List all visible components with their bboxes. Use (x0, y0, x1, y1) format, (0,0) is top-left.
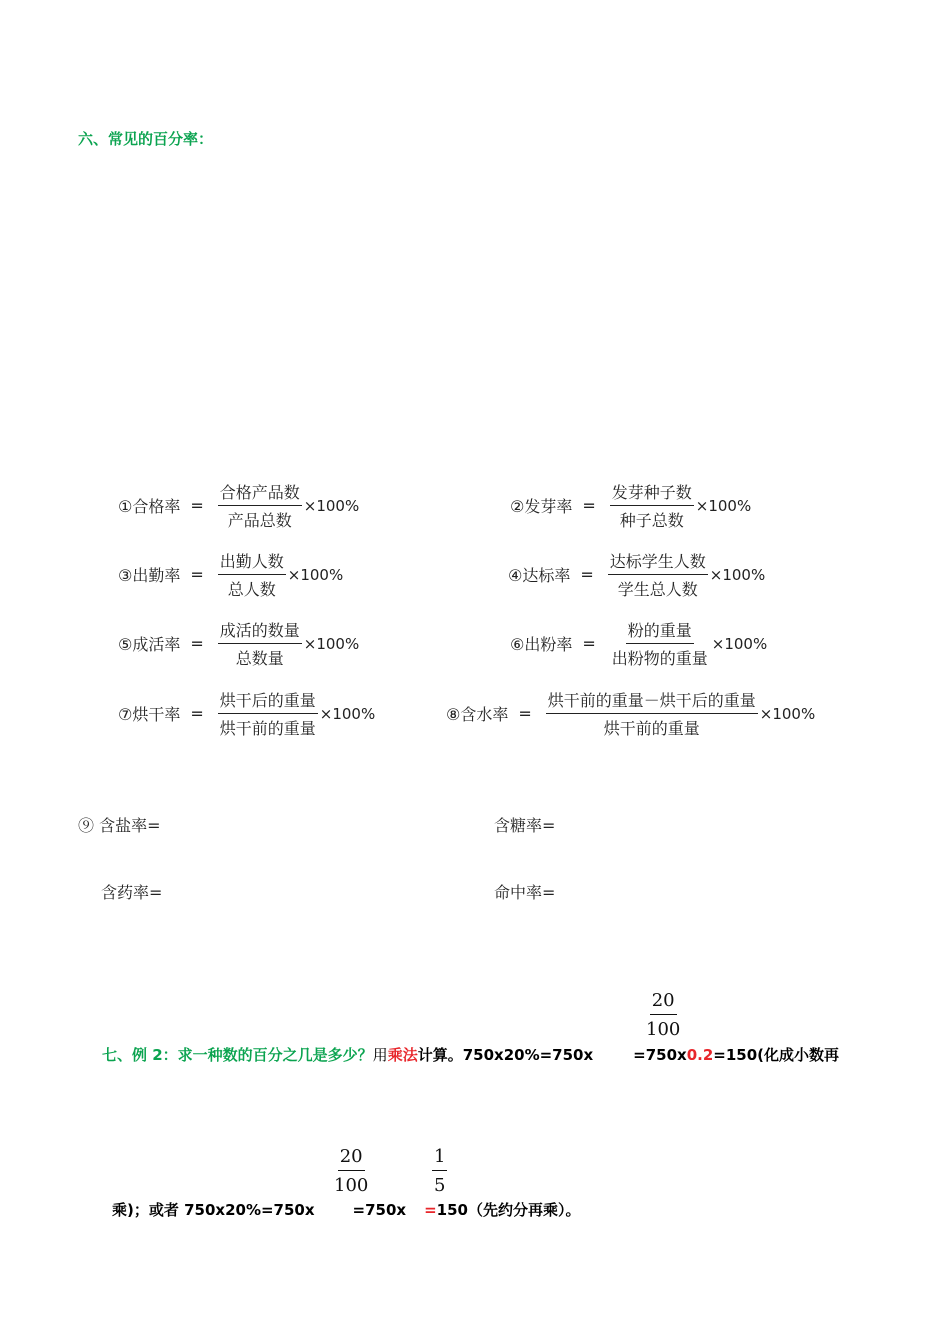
formula-moisture-rate (446, 688, 815, 739)
numerator: 20 (338, 1146, 365, 1171)
numerator: 烘干后的重量 (218, 688, 318, 714)
sugar-rate-blank: 含糖率= (494, 816, 556, 835)
text-use: 用 (372, 1046, 388, 1064)
line-2-text-d: 150（先约分再乘）。 (436, 1201, 581, 1219)
denominator: 产品总数 (227, 511, 292, 530)
denominator: 100 (334, 1175, 369, 1196)
formula-name: ②发芽率 (510, 497, 573, 516)
numerator: 烘干前的重量－烘干后的重量 (546, 688, 758, 714)
equals-sign: = (518, 704, 532, 723)
denominator: 总人数 (227, 580, 276, 599)
section-7-line-2 (112, 1199, 580, 1220)
equals-sign: = (582, 496, 596, 515)
calc-text: 计算。750x20%=750x (417, 1046, 594, 1064)
formula-name: ④达标率 (508, 566, 571, 585)
drug-rate-blank: 含药率= (101, 883, 163, 902)
fraction (218, 549, 286, 600)
times-100-percent: ×100% (709, 565, 766, 584)
fraction (546, 688, 758, 739)
fraction (218, 618, 302, 669)
times-100-percent: ×100% (303, 634, 360, 653)
equals-sign: = (580, 565, 594, 584)
denominator: 100 (646, 1019, 681, 1040)
denominator: 种子总数 (619, 511, 684, 530)
numerator: 20 (650, 990, 677, 1015)
line-2-text-a: 乘)；或者 750x20%=750x (112, 1201, 315, 1219)
denominator: 烘干前的重量 (603, 719, 700, 738)
decimal-value: 0.2 (686, 1046, 714, 1064)
fraction (610, 618, 710, 669)
times-100-percent: ×100% (287, 565, 344, 584)
fraction-20-over-100-b (334, 1146, 368, 1196)
multiplication-keyword: 乘法 (387, 1046, 418, 1064)
fraction (608, 549, 708, 600)
numerator: 粉的重量 (626, 618, 694, 644)
denominator: 学生总人数 (617, 580, 698, 599)
section-7-title: 七、例 2：求一种数的百分之几是多少？ (102, 1046, 373, 1064)
denominator: 烘干前的重量 (219, 719, 316, 738)
denominator: 5 (434, 1175, 446, 1196)
hit-rate-blank: 命中率= (494, 883, 556, 902)
line-2-equals: = (424, 1201, 437, 1219)
numerator: 达标学生人数 (608, 549, 708, 575)
fraction (218, 688, 318, 739)
formula-drying-rate (118, 688, 375, 739)
fraction (610, 480, 694, 531)
formula-name: ①合格率 (118, 497, 181, 516)
formula-germination-rate (510, 480, 751, 531)
formula-name: ⑦烘干率 (118, 705, 181, 724)
section-6-title: 六、常见的百分率： (78, 130, 214, 148)
calc-result: =150(化成小数再 (713, 1046, 840, 1064)
formula-name: ⑥出粉率 (510, 635, 573, 654)
equals-sign: = (582, 634, 596, 653)
formula-name: ③出勤率 (118, 566, 181, 585)
line-2-text-b: =750x (352, 1201, 407, 1219)
fraction-20-over-100 (646, 990, 680, 1040)
section-7-line-1 (102, 1044, 839, 1065)
times-100-percent: ×100% (695, 496, 752, 515)
times-100-percent: ×100% (759, 704, 816, 723)
formula-survival-rate (118, 618, 359, 669)
denominator: 总数量 (235, 649, 284, 668)
formula-flour-rate (510, 618, 767, 669)
fraction (218, 480, 302, 531)
times-100-percent: ×100% (711, 634, 768, 653)
equals-sign: = (190, 704, 204, 723)
salt-rate-blank: ⑨ 含盐率= (78, 816, 161, 835)
equals-sign: = (190, 565, 204, 584)
formula-name: ⑧含水率 (446, 705, 509, 724)
formula-name: ⑤成活率 (118, 635, 181, 654)
numerator: 发芽种子数 (610, 480, 694, 506)
fraction-1-over-5 (432, 1146, 447, 1196)
numerator: 1 (432, 1146, 447, 1171)
calc-text-2: =750x (633, 1046, 687, 1064)
formula-standard-rate (508, 549, 765, 600)
equals-sign: = (190, 634, 204, 653)
times-100-percent: ×100% (319, 704, 376, 723)
numerator: 出勤人数 (218, 549, 286, 575)
denominator: 出粉物的重量 (611, 649, 708, 668)
times-100-percent: ×100% (303, 496, 360, 515)
numerator: 成活的数量 (218, 618, 302, 644)
numerator: 合格产品数 (218, 480, 302, 506)
formula-attendance-rate (118, 549, 343, 600)
formula-pass-rate (118, 480, 359, 531)
equals-sign: = (190, 496, 204, 515)
